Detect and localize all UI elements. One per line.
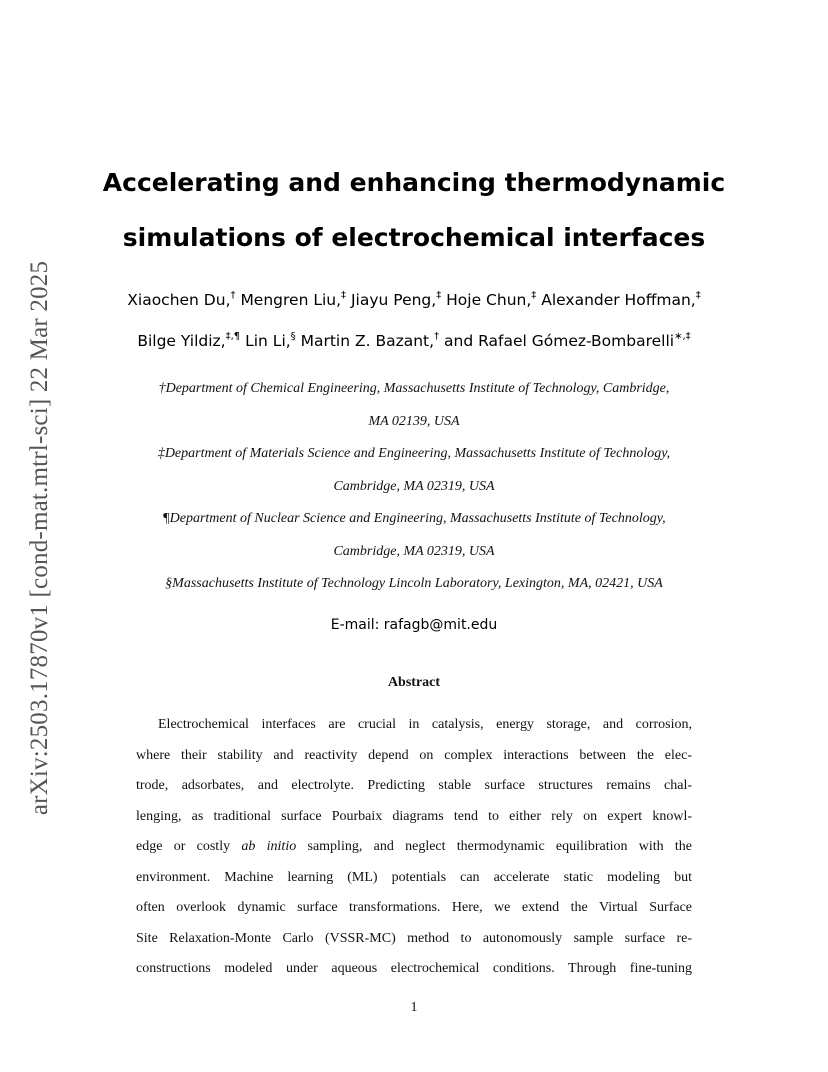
abstract-heading: Abstract <box>387 675 441 690</box>
paper-title <box>60 155 768 265</box>
abstract-line: Electrochemical interfaces are crucial in catalysis, energy storage, and corrosion, <box>158 717 692 732</box>
author-name: Xiaochen Du, <box>127 291 231 309</box>
title-line: Accelerating and enhancing thermodynamic <box>102 168 726 197</box>
author-name: Martin Z. Bazant, <box>300 332 435 350</box>
author-affiliation-mark: † <box>230 290 236 301</box>
abstract-text: sampling, and neglect thermodynamic equilibration with the <box>307 839 693 854</box>
affiliation-line: ‡Department of Materials Science and Engineering, Massachusetts Institute of Technology, <box>157 446 671 461</box>
author-affiliation-mark: ‡,¶ <box>225 331 241 342</box>
abstract-text: edge or costly <box>136 839 231 854</box>
author-affiliation-mark: † <box>434 331 440 342</box>
affiliation-line: Cambridge, MA 02319, USA <box>333 478 495 494</box>
author-name: Alexander Hoffman, <box>541 291 696 309</box>
arxiv-identifier-text: arXiv:2503.17870v1 [cond-mat.mtrl-sci] 22 Mar 2025 <box>26 260 53 816</box>
author-affiliation-mark: ‡ <box>436 290 442 301</box>
affiliation-line: †Department of Chemical Engineering, Massachusetts Institute of Technology, Cambridge, <box>158 381 670 396</box>
title-line: simulations of electrochemical interfaces <box>122 223 706 252</box>
author-name: Lin Li, <box>245 332 291 350</box>
author-line <box>60 280 768 321</box>
abstract-line: constructions modeled under aqueous electrochemical conditions. Through fine-tuning <box>136 961 692 976</box>
page-number: 1 <box>410 1000 418 1015</box>
author-affiliation-mark: ‡ <box>531 290 537 301</box>
author-name: and Rafael Gómez-Bombarelli <box>444 332 675 350</box>
abstract-line: lenging, as traditional surface Pourbaix diagrams tend to either rely on expert knowl- <box>136 808 692 824</box>
abstract-body <box>136 710 692 985</box>
author-name: Bilge Yildiz, <box>137 332 226 350</box>
affiliation-line: ¶Department of Nuclear Science and Engineering, Massachusetts Institute of Technology, <box>162 511 666 526</box>
author-affiliation-mark: ‡ <box>341 290 347 301</box>
author-name: Jiayu Peng, <box>350 291 437 309</box>
abstract-line: trode, adsorbates, and electrolyte. Predicting stable surface structures remains chal- <box>136 778 692 793</box>
author-affiliation-mark: ∗,‡ <box>674 331 691 342</box>
author-name: Hoje Chun, <box>446 291 532 309</box>
affiliation-list <box>80 373 748 601</box>
affiliation-line: §Massachusetts Institute of Technology Lincoln Laboratory, Lexington, MA, 02421, USA <box>165 576 663 591</box>
author-affiliation-mark: ‡ <box>695 290 701 301</box>
abstract-line: environment. Machine learning (ML) potentials can accelerate static modeling but <box>136 869 692 885</box>
author-list <box>60 280 768 362</box>
abstract-line: often overlook dynamic surface transformations. Here, we extend the Virtual Surface <box>136 900 692 915</box>
author-affiliation-mark: § <box>290 331 296 342</box>
affiliation-line: MA 02139, USA <box>368 413 460 429</box>
abstract-emphasis: ab initio <box>241 839 297 854</box>
author-line <box>60 321 768 362</box>
author-name: Mengren Liu, <box>240 291 342 309</box>
arxiv-identifier <box>18 236 62 840</box>
affiliation-line: Cambridge, MA 02319, USA <box>333 543 495 559</box>
abstract-line: Site Relaxation-Monte Carlo (VSSR-MC) method to autonomously sample surface re- <box>136 930 692 946</box>
abstract-line <box>136 832 692 863</box>
corresponding-email: E-mail: rafagb@mit.edu <box>330 617 498 633</box>
abstract-line: where their stability and reactivity depend on complex interactions between the elec- <box>136 747 692 763</box>
